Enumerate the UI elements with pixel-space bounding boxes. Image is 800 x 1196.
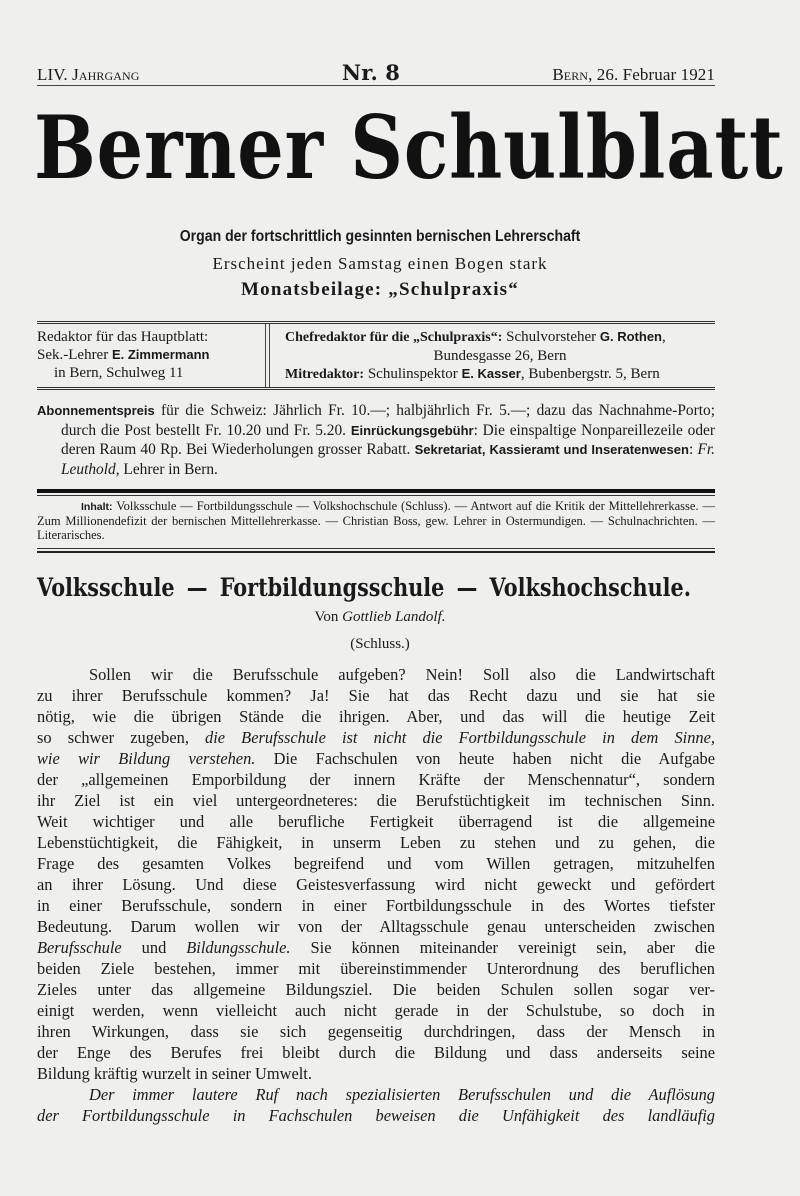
- masthead-subtitle: Organ der fortschrittlich gesinnten bernischen Lehrerschaft: [179, 228, 581, 245]
- article-emphasis: wie wir Bildung verstehen.: [37, 749, 256, 768]
- secretariat-label: Sekretariat, Kassieramt und Inseratenwesen: [414, 442, 689, 457]
- contents-label: Inhalt:: [81, 501, 113, 513]
- secretariat-text: , Lehrer in Bern.: [115, 460, 218, 478]
- secretariat-colon: :: [688, 441, 698, 458]
- chief-editor-name: G. Rothen: [599, 329, 662, 344]
- byline-prefix: Von: [314, 609, 343, 625]
- main-editor-title: Sek.-Lehrer: [37, 347, 112, 363]
- article-line: [37, 727, 715, 748]
- article-line: einigt werden, wenn vielleicht auch nicht gerade in der Schulstube, so doch in: [37, 1001, 715, 1020]
- main-editor-label: Redaktor für das Hauptblatt:: [37, 329, 209, 345]
- chief-editor-address: Bundesgasse 26, Bern: [433, 348, 567, 364]
- subscription-info: [37, 401, 715, 479]
- article-body: [37, 664, 715, 1126]
- issue-header: [37, 60, 715, 85]
- publication-frequency: Erscheint jeden Samstag einen Bogen stark: [212, 254, 548, 273]
- article-continuation: (Schluss.): [350, 636, 410, 652]
- co-editor-name: E. Kasser: [461, 366, 521, 381]
- main-editor: [37, 328, 263, 382]
- editors-box: [37, 321, 715, 390]
- subscription-price-label: Abonnementspreis: [37, 403, 155, 418]
- chief-editor-role: Schulvorsteher: [502, 329, 600, 345]
- co-editor-line: [285, 365, 715, 384]
- place-date: [552, 65, 715, 85]
- chief-editor-label: Chefredaktor für die „Schulpraxis“:: [285, 330, 503, 345]
- article-byline: [0, 609, 760, 626]
- header-rule: [37, 85, 715, 86]
- article-line: Frage des gesamten Volkes begreifend und vom Willen getragen, mitzuhelfen: [37, 854, 715, 873]
- place: Bern: [552, 65, 589, 84]
- article-line: ihren Wirkungen, dass sie sich gegenseitig durchdringen, dass der Mensch in: [37, 1022, 715, 1041]
- volume-number: LIV.: [37, 65, 68, 84]
- subscription-paragraph: [37, 401, 715, 479]
- article-line-part: so schwer zugeben,: [37, 728, 206, 747]
- volume: [37, 65, 140, 85]
- article-line-part: Die Fachschulen von heute haben nicht die Aufgabe: [255, 749, 715, 768]
- chief-editor-comma: ,: [662, 329, 666, 345]
- article-line: [37, 1105, 715, 1126]
- contents-text: Volksschule — Fortbildungsschule — Volkshochschule (Schluss). — Antwort auf die Kritik der Mittellehrerkasse. — Zum Millionendefizit der bernischen Mittellehrerkasse. — Christian Boss, gew. Lehrer in Ostermundigen. — Schulnachrichten. — Literarisches.: [37, 499, 715, 542]
- column-divider: [265, 324, 270, 387]
- article-line: in einer Berufsschule, sondern in einer Fortbildungsschule in des Wortes tiefster: [37, 896, 715, 915]
- article-emphasis: der Fortbildungsschule in Fachschulen beweisen die Unfähigkeit des landläufig: [37, 1106, 715, 1125]
- advertising-fee-label: Einrückungsgebühr: [350, 422, 474, 438]
- article-author: Gottlieb Landolf.: [342, 609, 446, 625]
- article-line: Weit wichtiger und alle berufliche Fertigkeit überragend ist die allgemeine: [37, 812, 715, 831]
- article-line-part: und: [121, 938, 187, 957]
- contents-paragraph: [37, 499, 715, 542]
- article-emphasis: die Berufsschule ist nicht die Fortbildungsschule in dem Sinne,: [205, 728, 715, 747]
- contents-top-rule: [37, 489, 715, 496]
- article-emphasis: Berufsschule: [37, 938, 122, 957]
- article-line: an ihrer Lösung. Und diese Geistesverfassung wird nicht geweckt und gefördert: [37, 875, 715, 894]
- issue-number: Nr. 8: [341, 60, 400, 85]
- co-editor-role: Schulinspektor: [364, 366, 462, 382]
- article-line: Bildung kräftig wurzelt in seiner Umwelt.: [37, 1064, 312, 1083]
- article-line: [37, 937, 715, 958]
- co-editor-label: Mitredaktor:: [285, 367, 365, 382]
- subscription-price-text: für die Schweiz: Jährlich Fr. 10.—; halbjährlich Fr. 5.—; dazu das Nachnahme-Porto; durch die Post bestellt Fr. 10.20 und Fr. 5.20.: [61, 402, 715, 439]
- table-of-contents: [37, 499, 715, 542]
- article-line: ihr Ziel ist ein viel untergeordneteres: die Berufstüchtigkeit im technischen Sinn.: [37, 791, 715, 810]
- chief-editor-line: [285, 328, 715, 347]
- main-editor-line: [37, 346, 263, 364]
- article-emphasis: Der immer lautere Ruf nach spezialisierten Berufsschulen und die Auflösung: [89, 1085, 715, 1104]
- article-emphasis: Bildungsschule.: [186, 938, 291, 957]
- advertising-fee-text: : Die einspaltige Nonpareillezeile oder deren Raum 40 Rp. Bei Wiederholungen grosser Rabatt.: [61, 421, 715, 458]
- article-line: nötig, wie die übrigen Stände die ihrigen. Aber, und das will die heutige Zeit: [37, 707, 715, 726]
- date: , 26. Februar 1921: [588, 65, 715, 84]
- monthly-supplement: Monatsbeilage: „Schulpraxis“: [241, 279, 519, 300]
- article-line: der „allgemeinen Emporbildung der innern Kräfte der Menschennatur“, sondern: [37, 770, 715, 789]
- article-line: Zieles unter das allgemeine Bildungsziel. Die beiden Schulen sollen sogar ver-: [37, 980, 715, 999]
- article-line: beiden Ziele bestehen, immer mit übereinstimmender Unterordnung des beruflichen: [37, 959, 715, 978]
- article-line: Lebenstüchtigkeit, die Fähigkeit, in unserm Leben zu stehen und zu gehen, die: [37, 833, 715, 852]
- article-line: der Enge des Berufes frei bleibt durch die Bildung und dass anderseits seine: [37, 1043, 715, 1062]
- contents-bottom-rule: [37, 548, 715, 553]
- article-line: Bedeutung. Darum wollen wir von der Alltagsschule genau unterscheiden zwischen: [37, 917, 715, 936]
- article-title: Volksschule — Fortbildungsschule — Volkshochschule.: [37, 573, 691, 602]
- volume-label: Jahrgang: [72, 65, 140, 84]
- co-editor-address: , Bubenbergstr. 5, Bern: [520, 366, 660, 382]
- article-line: Sollen wir die Berufsschule aufgeben? Nein! Soll also die Landwirtschaft: [89, 665, 715, 684]
- article-line: [37, 748, 715, 769]
- secretariat-contact: Fr. Leuthold: [61, 441, 716, 478]
- supplement-editors: [285, 328, 715, 384]
- main-editor-name: E. Zimmermann: [111, 347, 210, 362]
- main-editor-address: in Bern, Schulweg 11: [54, 365, 184, 381]
- article-line-part: Sie können miteinander vereinigt sein, aber die: [290, 938, 715, 957]
- article-line: zu ihrer Berufsschule kommen? Ja! Sie hat das Recht dazu und sie hat sie: [37, 686, 715, 705]
- masthead-title: Berner Schulblatt: [34, 96, 784, 199]
- article-line: [37, 1084, 715, 1105]
